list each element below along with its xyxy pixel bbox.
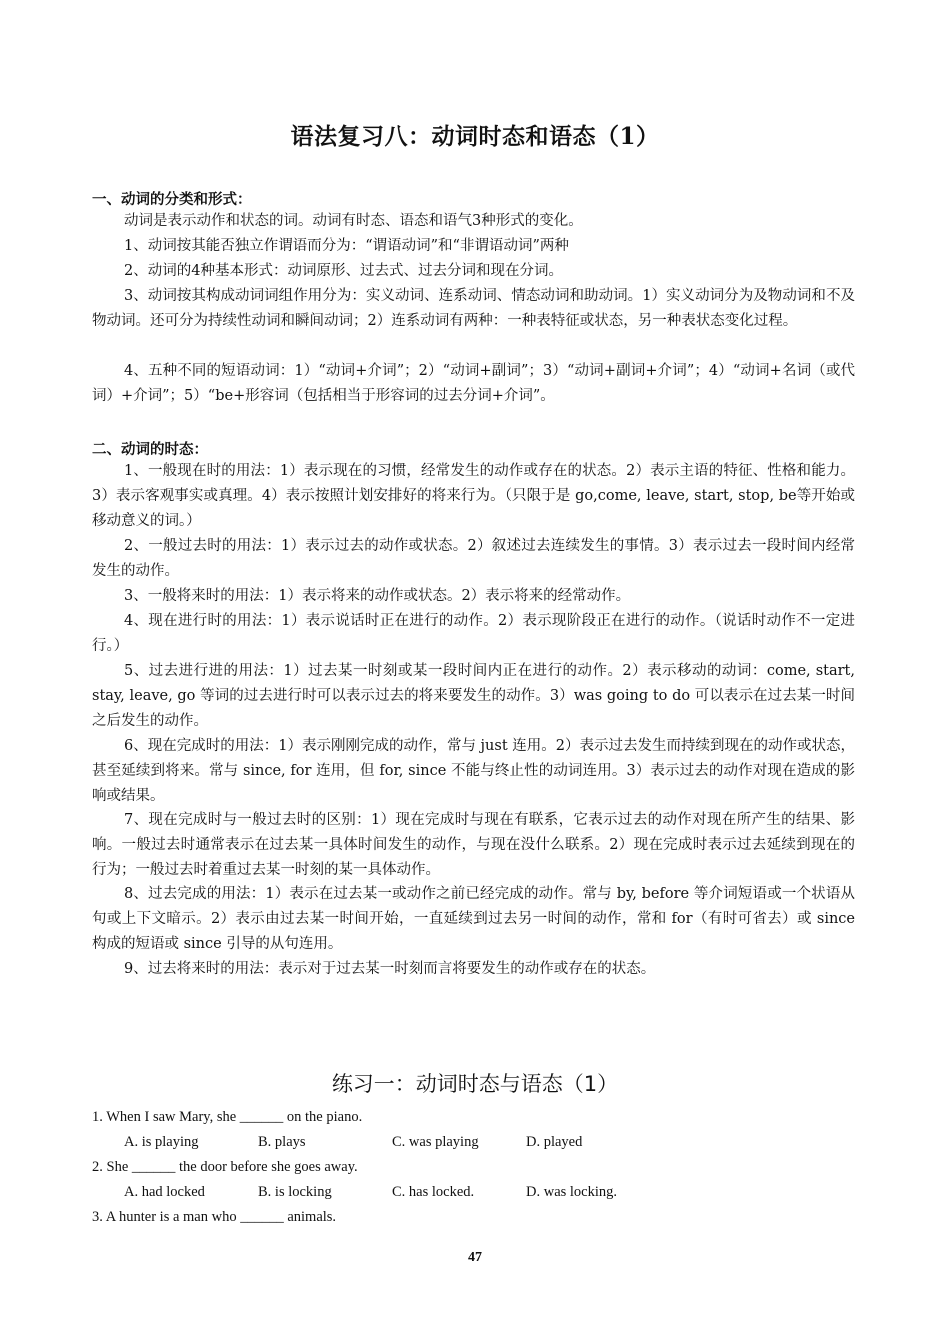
section-heading-tenses: 二、动词的时态：	[92, 442, 208, 458]
paragraph: 8、过去完成的用法：1）表示在过去某一或动作之前已经完成的动作。常与 by, before 等介词短语或一个状语从句或上下文暗示。2）表示由过去某一时间开始，一直延续到过去另一时间的动作，常和 for（有时可省去）或 since 构成的短语或 since 引导的从句连用。	[92, 886, 855, 952]
paragraph: 2、一般过去时的用法：1）表示过去的动作或状态。2）叙述过去连续发生的事情。3）表示过去一段时间内经常发生的动作。	[92, 538, 855, 579]
option-c: C. has locked.	[392, 1184, 475, 1200]
option-d: D. played	[526, 1134, 583, 1150]
paragraph: 3、一般将来时的用法：1）表示将来的动作或状态。2）表示将来的经常动作。	[124, 588, 631, 604]
question-text: 2. She ______ the door before she goes away.	[92, 1159, 358, 1175]
paragraph: 2、动词的4种基本形式：动词原形、过去式、过去分词和现在分词。	[124, 263, 563, 279]
paragraph: 7、现在完成时与一般过去时的区别：1）现在完成时与现在有联系，它表示过去的动作对现在所产生的结果、影响。一般过去时通常表示在过去某一具体时间发生的动作，与现在没什么联系。2）现在完成时表示过去延续到现在的行为；一般过去时着重过去某一时刻的某一具体动作。	[92, 812, 855, 878]
option-d: D. was locking.	[526, 1184, 618, 1200]
question-text: 3. A hunter is a man who ______ animals.	[92, 1209, 337, 1225]
option-b: B. is locking	[258, 1184, 332, 1200]
paragraph: 4、现在进行时的用法：1）表示说话时正在进行的动作。2）表示现阶段正在进行的动作。（说话时动作不一定进行。）	[92, 613, 855, 654]
option-a: A. had locked	[124, 1184, 205, 1200]
paragraph: 5、过去进行进的用法：1）过去某一时刻或某一段时间内正在进行的动作。2）表示移动的动词：come, start, stay, leave, go 等词的过去进行时可以表示过去的将来要发生的动作。3）was going to do 可以表示在过去某一时间之后发生的动作。	[92, 663, 855, 729]
paragraph: 4、五种不同的短语动词：1）“动词+介词”；2）“动词+副词”；3）“动词+副词+介词”；4）“动词+名词（或代词）+介词”；5）“be+形容词（包括相当于形容词的过去分词+介词”。	[92, 363, 855, 404]
section-heading-verb-types: 一、动词的分类和形式：	[92, 192, 252, 208]
paragraph: 1、一般现在时的用法：1）表示现在的习惯，经常发生的动作或存在的状态。2）表示主语的特征、性格和能力。3）表示客观事实或真理。4）表示按照计划安排好的将来行为。（只限于是 go,come, leave, start, stop, be等开始或移动意义的词。）	[92, 463, 855, 529]
option-a: A. is playing	[124, 1134, 199, 1150]
option-c: C. was playing	[392, 1134, 479, 1150]
paragraph: 9、过去将来时的用法：表示对于过去某一时刻而言将要发生的动作或存在的状态。	[124, 961, 656, 977]
page-number: 47	[468, 1250, 482, 1265]
paragraph: 3、动词按其构成动词词组作用分为：实义动词、连系动词、情态动词和助动词。1）实义动词分为及物动词和不及物动词。还可分为持续性动词和瞬间动词；2）连系动词有两种：一种表特征或状态，另一种表状态变化过程。	[92, 288, 855, 329]
paragraph: 6、现在完成时的用法：1）表示刚刚完成的动作，常与 just 连用。2）表示过去发生而持续到现在的动作或状态，甚至延续到将来。常与 since, for 连用，但 for, since 不能与终止性的动词连用。3）表示过去的动作对现在造成的影响或结果。	[92, 738, 855, 804]
exercise-title: 练习一：动词时态与语态（1）	[331, 1072, 619, 1096]
question-text: 1. When I saw Mary, she ______ on the piano.	[92, 1109, 363, 1125]
paragraph: 1、动词按其能否独立作谓语而分为：“谓语动词”和“非谓语动词”两种	[124, 238, 569, 254]
page-title: 语法复习八：动词时态和语态（1）	[290, 123, 660, 150]
option-b: B. plays	[258, 1134, 306, 1150]
paragraph: 动词是表示动作和状态的词。动词有时态、语态和语气3种形式的变化。	[124, 213, 583, 229]
